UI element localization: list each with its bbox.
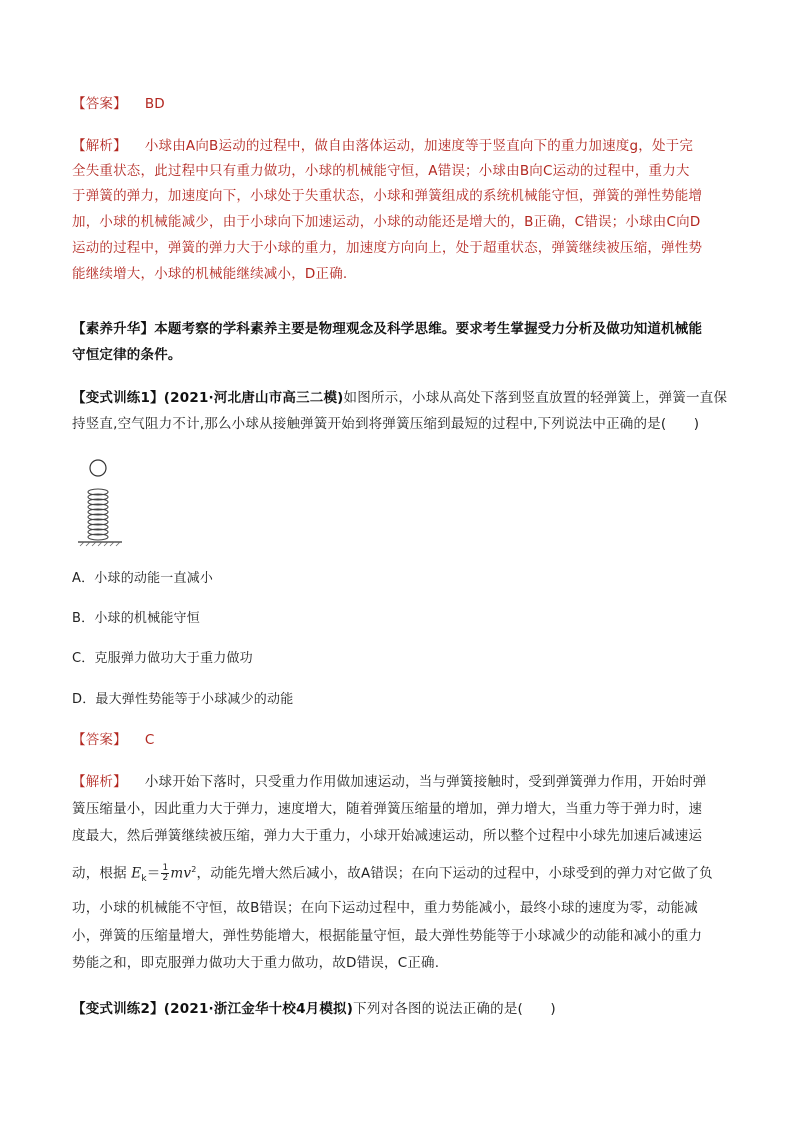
formula-suffix: ，动能先增大然后减小，故A错误；在向下运动的过程中，小球受到的弹力对它做了负 bbox=[196, 865, 713, 882]
formula-equals: ＝ bbox=[146, 865, 161, 882]
variant-title-2 bbox=[72, 1001, 732, 1017]
analysis-formula-line bbox=[72, 862, 732, 887]
option-a: A．小球的动能一直减小 bbox=[72, 571, 214, 586]
analysis-label: 【解析】 bbox=[72, 138, 127, 154]
answer-label: 【答案】 bbox=[72, 732, 127, 748]
formula-subscript: k bbox=[141, 874, 147, 885]
formula-energy-symbol: E bbox=[131, 865, 142, 882]
ball-spring-diagram bbox=[78, 455, 138, 547]
answer-label: 【答案】 bbox=[72, 96, 127, 112]
ball-shape bbox=[90, 460, 106, 476]
analysis-line: 势能之和，即克服弹力做功大于重力做功，故D错误，C正确. bbox=[72, 955, 440, 971]
formula-prefix: 动，根据 bbox=[72, 865, 132, 882]
formula-mv: mv bbox=[170, 865, 192, 882]
answer-row-2 bbox=[72, 732, 732, 748]
option-b: B．小球的机械能守恒 bbox=[72, 611, 200, 626]
formula-fraction bbox=[161, 864, 169, 883]
ball-spring-figure bbox=[78, 455, 138, 551]
variant-question: 如图所示，小球从高处下落到竖直放置的轻弹簧上，弹簧一直保 bbox=[343, 390, 728, 406]
literacy-line: 【素养升华】本题考察的学科素养主要是物理观念及科学思维。要求考生掌握受力分析及做功知道机械能 bbox=[72, 321, 703, 337]
formula-superscript: 2 bbox=[191, 865, 197, 874]
answer-value: BD bbox=[144, 96, 165, 112]
option-d: D．最大弹性势能等于小球减少的动能 bbox=[72, 692, 294, 707]
literacy-line: 守恒定律的条件。 bbox=[72, 347, 182, 363]
variant-question: 下列对各图的说法正确的是( ) bbox=[353, 1001, 556, 1017]
fraction-numerator: 1 bbox=[162, 863, 169, 873]
analysis-line: 运动的过程中，弹簧的弹力大于小球的重力，加速度方向向上，处于超重状态，弹簧继续被压缩，弹性势 bbox=[72, 240, 703, 256]
analysis-line: 全失重状态，此过程中只有重力做功，小球的机械能守恒，A错误；小球由B向C运动的过程中，重力大 bbox=[72, 163, 690, 179]
option-c: C．克服弹力做功大于重力做功 bbox=[72, 651, 253, 666]
analysis-line: 于弹簧的弹力，加速度向下，小球处于失重状态，小球和弹簧组成的系统机械能守恒，弹簧的弹性势能增 bbox=[72, 188, 703, 204]
fraction-denominator: 2 bbox=[162, 873, 169, 883]
spring-shape bbox=[88, 489, 108, 540]
variant-title bbox=[72, 390, 732, 406]
variant-question-line: 持竖直,空气阻力不计,那么小球从接触弹簧开始到将弹簧压缩到最短的过程中,下列说法中正确的是( ) bbox=[72, 416, 700, 432]
answer-value: C bbox=[144, 732, 155, 748]
variant-source: 【变式训练1】(2021·河北唐山市高三二模) bbox=[72, 390, 344, 406]
analysis-text: 小球开始下落时，只受重力作用做加速运动，当与弹簧接触时，受到弹簧弹力作用，开始时弹 bbox=[144, 774, 707, 790]
analysis-line: 簧压缩量小，因此重力大于弹力，速度增大，随着弹簧压缩量的增加，弹力增大，当重力等于弹力时，速 bbox=[72, 801, 703, 817]
analysis-line: 能继续增大，小球的机械能继续减小，D正确. bbox=[72, 266, 348, 282]
analysis-line: 加，小球的机械能减少，由于小球向下加速运动，小球的动能还是增大的，B正确，C错误；小球由C向D bbox=[72, 214, 701, 230]
analysis-line: 小，弹簧的压缩量增大，弹性势能增大，根据能量守恒，最大弹性势能等于小球减少的动能和减小的重力 bbox=[72, 928, 703, 944]
answer-row-1 bbox=[72, 96, 732, 112]
analysis-label: 【解析】 bbox=[72, 774, 127, 790]
analysis-text: 小球由A向B运动的过程中，做自由落体运动，加速度等于竖直向下的重力加速度g，处于完 bbox=[144, 138, 694, 154]
variant-source: 【变式训练2】(2021·浙江金华十校4月模拟) bbox=[72, 1001, 354, 1017]
analysis-line: 度最大，然后弹簧继续被压缩，弹力大于重力，小球开始减速运动，所以整个过程中小球先加速后减速运 bbox=[72, 828, 703, 844]
analysis-line bbox=[72, 774, 732, 790]
analysis-line bbox=[72, 138, 732, 154]
analysis-line: 功，小球的机械能不守恒，故B错误；在向下运动过程中，重力势能减小，最终小球的速度为零，动能减 bbox=[72, 900, 698, 916]
